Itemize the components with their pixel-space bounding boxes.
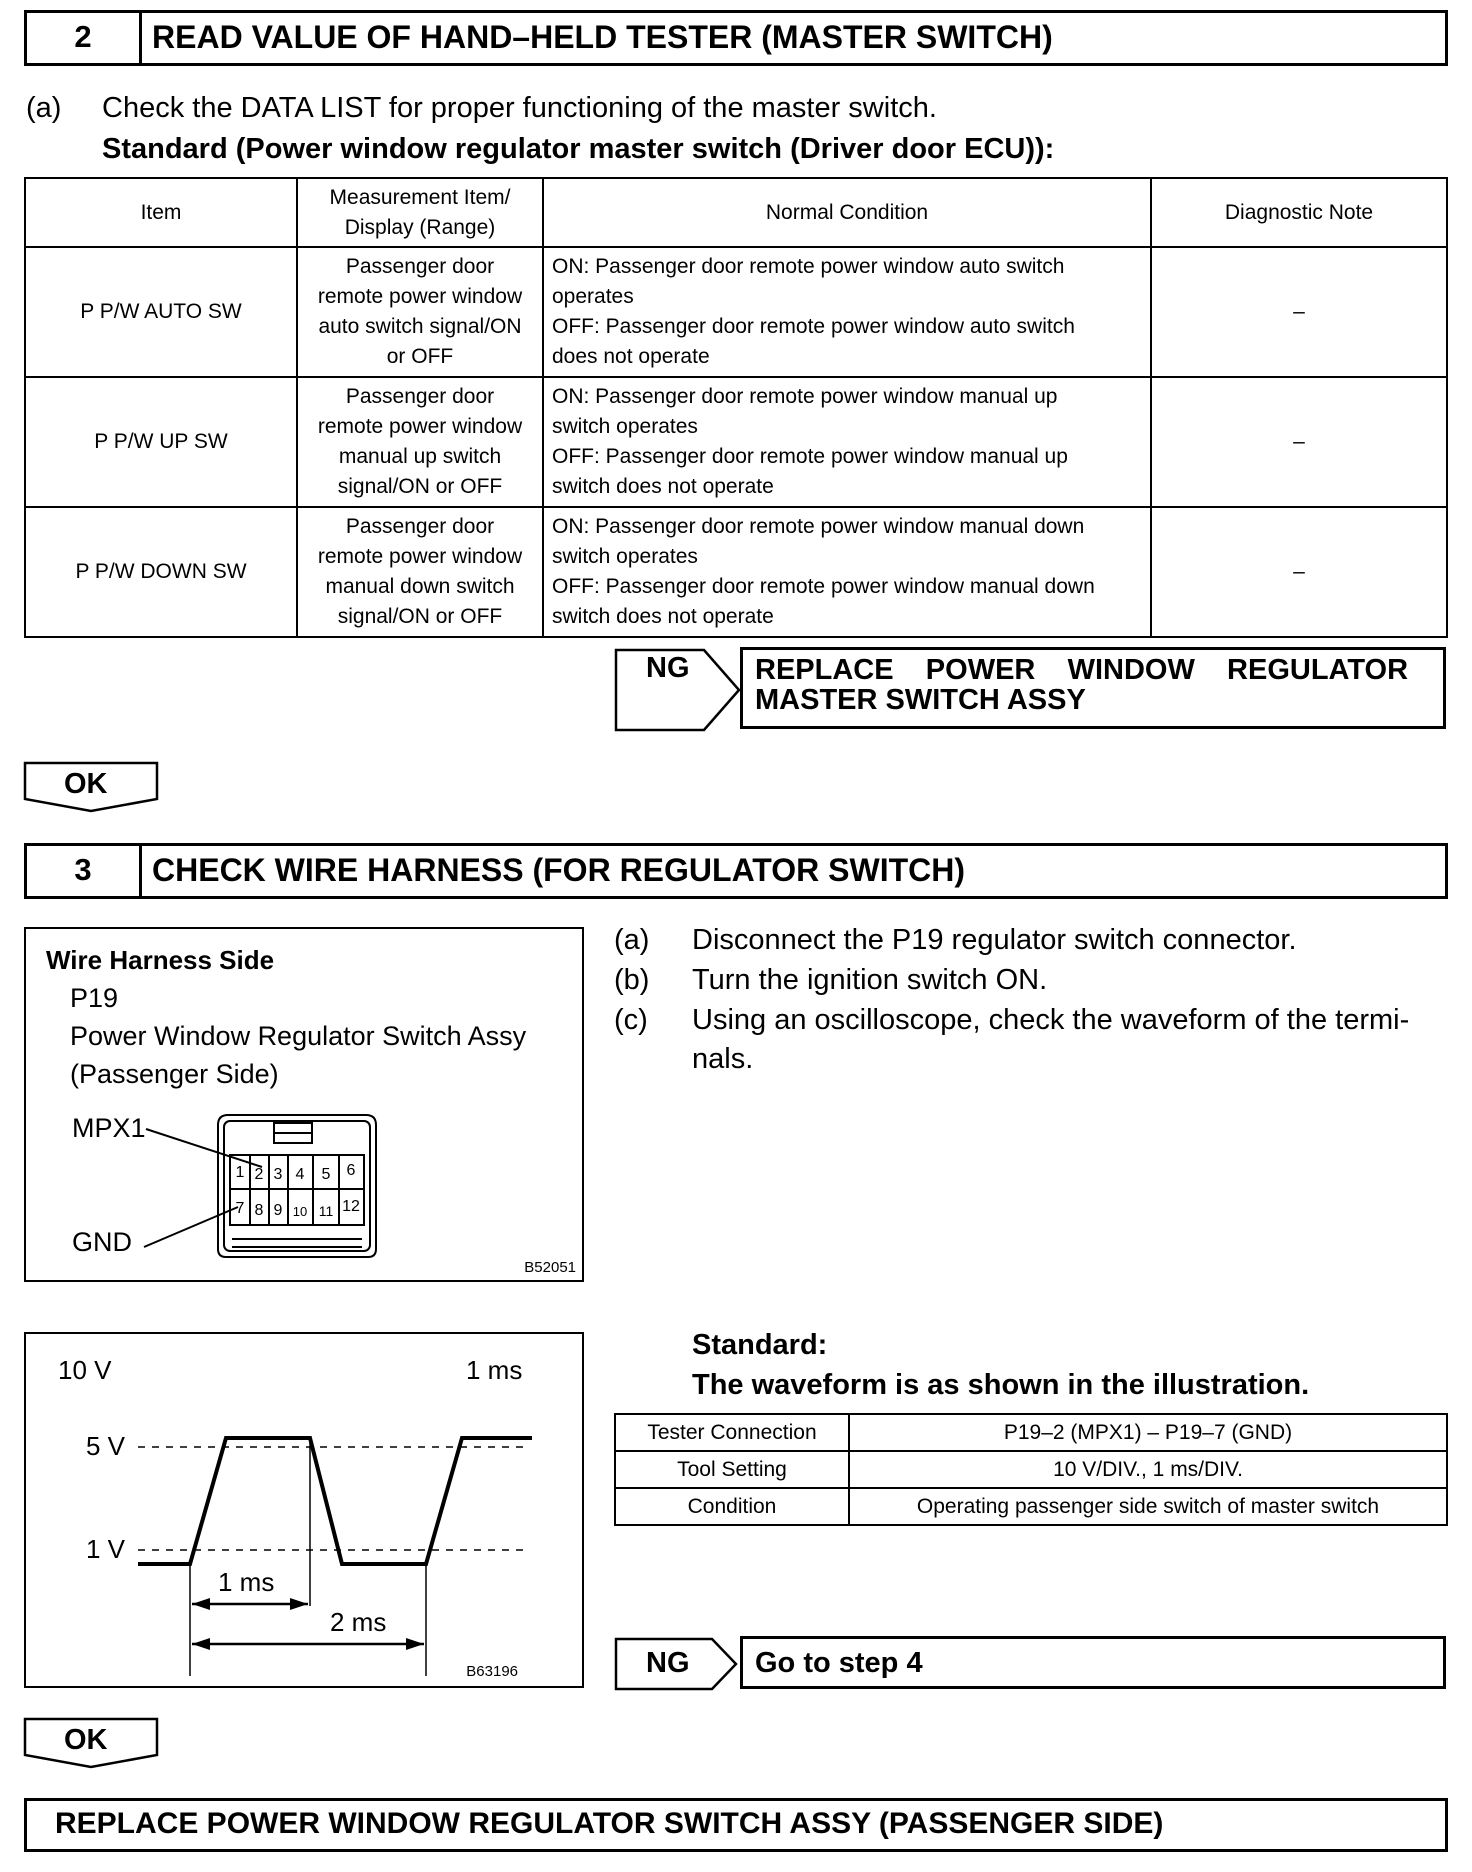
connector-inner	[224, 1121, 370, 1251]
dimension-label-2ms: 2 ms	[330, 1607, 387, 1637]
time-div-label: 1 ms	[466, 1355, 523, 1385]
procedure-text: nals.	[692, 1043, 754, 1075]
waveform-trace	[138, 1438, 532, 1564]
pin-label: 11	[318, 1203, 334, 1219]
connector-figure	[24, 927, 584, 1282]
measure-line: Passenger door	[345, 385, 495, 408]
standard-label: Standard:	[692, 1329, 828, 1361]
procedure-text: Disconnect the P19 regulator switch connector.	[692, 924, 1297, 956]
volt-div-label: 10 V	[58, 1355, 112, 1385]
measure-line: manual down switch	[325, 575, 515, 598]
connector-drawing	[26, 929, 582, 1279]
spec-value: 10 V/DIV., 1 ms/DIV.	[849, 1451, 1447, 1488]
step-number: 2	[27, 13, 142, 63]
spec-table	[614, 1413, 1448, 1526]
mpx-label: MPX1	[72, 1113, 146, 1143]
figure-heading: Wire Harness Side	[46, 945, 275, 975]
gnd-label: GND	[72, 1227, 132, 1257]
measure-line: remote power window	[317, 415, 523, 438]
step-2-header	[24, 10, 1448, 66]
pin-label: 5	[321, 1166, 331, 1183]
procedure-text: Turn the ignition switch ON.	[692, 964, 1048, 996]
row-measurement	[297, 247, 543, 377]
measure-line: signal/ON or OFF	[337, 605, 503, 628]
ng-label: NG	[646, 1647, 690, 1679]
condition-line: switch operates	[552, 415, 698, 438]
row-item: P P/W DOWN SW	[25, 507, 297, 637]
row-measurement	[297, 507, 543, 637]
low-level-label: 1 V	[86, 1534, 126, 1564]
ok-label: OK	[64, 768, 108, 800]
procedure-label: (c)	[614, 1004, 648, 1036]
spec-label: Tester Connection	[615, 1414, 849, 1451]
spec-value: Operating passenger side switch of master switch	[849, 1488, 1447, 1525]
ng-action-box	[740, 647, 1446, 729]
standard-heading: Standard (Power window regulator master switch (Driver door ECU)):	[102, 133, 1055, 165]
measure-line: signal/ON or OFF	[337, 475, 503, 498]
ng-action-box	[740, 1636, 1446, 1689]
procedure-label: (a)	[614, 924, 650, 956]
waveform-drawing	[26, 1334, 582, 1686]
table-row	[25, 377, 1447, 507]
figure-code: B52051	[524, 1259, 576, 1276]
sub-step-label: (a)	[26, 92, 62, 124]
table-row	[615, 1414, 1447, 1451]
pin-label: 12	[342, 1198, 360, 1215]
measure-line: or OFF	[386, 345, 454, 368]
header-diagnostic-note: Diagnostic Note	[1151, 178, 1447, 247]
ng-action-line: MASTER SWITCH ASSY	[755, 684, 1086, 716]
condition-line: ON: Passenger door remote power window manual down	[552, 515, 1085, 538]
ng-label: NG	[646, 652, 690, 684]
condition-line: OFF: Passenger door remote power window auto switch	[552, 315, 1075, 338]
row-normal-condition	[543, 247, 1151, 377]
condition-line: switch operates	[552, 545, 698, 568]
table-header-row	[25, 178, 1447, 247]
dimension-label-1ms: 1 ms	[218, 1567, 275, 1597]
step-3-header	[24, 843, 1448, 899]
final-step-header	[24, 1798, 1448, 1852]
condition-line: ON: Passenger door remote power window auto switch	[552, 255, 1065, 278]
row-item: P P/W AUTO SW	[25, 247, 297, 377]
header-measurement: Measurement Item/ Display (Range)	[297, 178, 543, 247]
ng-action-line: REPLACE POWER WINDOW REGULATOR	[755, 654, 1409, 686]
pin-label: 2	[254, 1166, 264, 1183]
pin-label: 3	[273, 1166, 283, 1183]
step-number: 3	[27, 846, 142, 896]
figure-code: B63196	[466, 1663, 518, 1680]
row-normal-condition	[543, 377, 1151, 507]
condition-line: OFF: Passenger door remote power window manual up	[552, 445, 1068, 468]
measure-line: auto switch signal/ON	[318, 315, 522, 338]
measure-line: Passenger door	[345, 255, 495, 278]
mpx-leader-line	[146, 1129, 262, 1167]
pin-label: 6	[346, 1162, 356, 1179]
row-diagnostic-note: –	[1151, 507, 1447, 637]
spec-label: Tool Setting	[615, 1451, 849, 1488]
condition-line: OFF: Passenger door remote power window manual down	[552, 575, 1095, 598]
header-normal-condition: Normal Condition	[543, 178, 1151, 247]
measure-line: Passenger door	[345, 515, 495, 538]
spec-label: Condition	[615, 1488, 849, 1525]
part-name: Power Window Regulator Switch Assy	[70, 1021, 527, 1051]
part-side: (Passenger Side)	[70, 1059, 279, 1089]
row-diagnostic-note: –	[1151, 377, 1447, 507]
condition-line: switch does not operate	[552, 475, 774, 498]
connector-housing	[218, 1115, 376, 1257]
table-row	[25, 507, 1447, 637]
spec-value: P19–2 (MPX1) – P19–7 (GND)	[849, 1414, 1447, 1451]
row-normal-condition	[543, 507, 1151, 637]
table-row	[615, 1488, 1447, 1525]
pin-label: 7	[235, 1200, 245, 1217]
row-diagnostic-note: –	[1151, 247, 1447, 377]
ok-label: OK	[64, 1724, 108, 1756]
standard-text: The waveform is as shown in the illustration.	[692, 1369, 1310, 1401]
header-item: Item	[25, 178, 297, 247]
pin-label: 1	[235, 1164, 245, 1181]
waveform-figure	[24, 1332, 584, 1688]
row-item: P P/W UP SW	[25, 377, 297, 507]
pin-label: 9	[273, 1202, 283, 1219]
condition-line: ON: Passenger door remote power window manual up	[552, 385, 1058, 408]
condition-line: does not operate	[552, 345, 710, 368]
step-title: CHECK WIRE HARNESS (FOR REGULATOR SWITCH)	[152, 852, 966, 888]
ng-action-text: Go to step 4	[755, 1647, 923, 1679]
pin-label: 10	[292, 1204, 308, 1219]
measure-line: remote power window	[317, 545, 523, 568]
high-level-label: 5 V	[86, 1431, 126, 1461]
condition-line: operates	[552, 285, 634, 308]
condition-line: switch does not operate	[552, 605, 774, 628]
table-row	[25, 247, 1447, 377]
table-row	[615, 1451, 1447, 1488]
data-list-table	[24, 177, 1448, 638]
procedure-text: Using an oscilloscope, check the waveform of the termi-	[692, 1004, 1410, 1036]
measure-line: remote power window	[317, 285, 523, 308]
row-measurement	[297, 377, 543, 507]
procedure-label: (b)	[614, 964, 650, 996]
measure-line: manual up switch	[338, 445, 502, 468]
pin-label: 4	[295, 1166, 305, 1183]
sub-step-text: Check the DATA LIST for proper functioning of the master switch.	[102, 92, 937, 124]
connector-id: P19	[70, 983, 119, 1013]
step-title: READ VALUE OF HAND–HELD TESTER (MASTER SWITCH)	[152, 19, 1053, 55]
final-step-title: REPLACE POWER WINDOW REGULATOR SWITCH ASSY (PASSENGER SIDE)	[55, 1807, 1164, 1840]
pin-label: 8	[254, 1202, 264, 1219]
